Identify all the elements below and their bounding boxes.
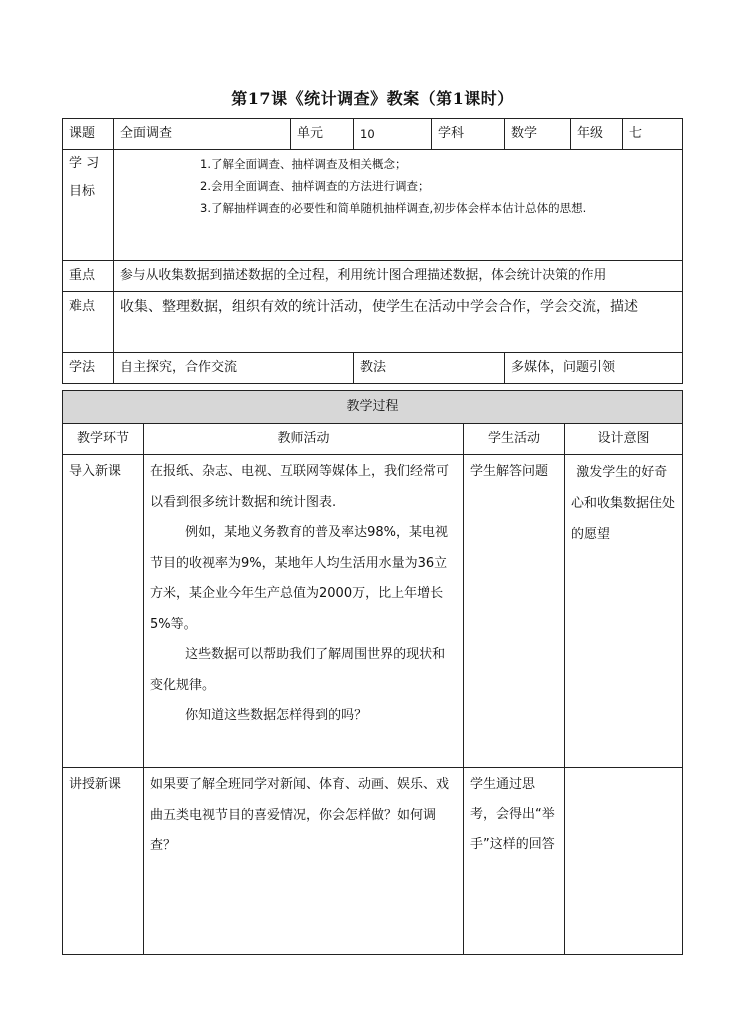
topic-value: 全面调查 [114, 119, 291, 150]
objective-item: 1.了解全面调查、抽样调查及相关概念； [200, 157, 407, 171]
design-intent-cell: 激发学生的好奇心和收集数据住处的愿望 [565, 455, 683, 768]
difficulties-text: 收集、整理数据，组织有效的统计活动，使学生在活动中学会合作，学会交流，描述 [114, 292, 683, 353]
design-intent-cell [565, 768, 683, 955]
objective-item: 3.了解抽样调查的必要性和简单随机抽样调查,初步体会样本估计总体的思想. [200, 201, 587, 215]
topic-label: 课题 [63, 119, 114, 150]
header-teacher: 教师活动 [144, 424, 464, 455]
teacher-paragraph: 你知道这些数据怎样得到的吗？ [185, 708, 368, 723]
teacher-paragraph: 这些数据可以帮助我们了解周围世界的现状和变化规律。 [150, 647, 446, 693]
process-title-row [63, 391, 683, 424]
teaching-method-label: 教法 [354, 353, 505, 384]
header-student: 学生活动 [464, 424, 565, 455]
student-activity-cell: 学生通过思考，会得出“举手”这样的回答 [464, 768, 565, 955]
process-header-row [63, 424, 683, 455]
teacher-paragraph: 例如，某地义务教育的普及率达98%，某电视节目的收视率为9%，某地年人均生活用水量为36立方米，某企业今年生产总值为2000万，比上年增长5%等。 [150, 525, 448, 632]
teacher-paragraph: 在报纸、杂志、电视、互联网等媒体上，我们经常可以看到很多统计数据和统计图表. [150, 464, 450, 510]
student-activity-cell: 学生解答问题 [464, 455, 565, 768]
methods-row [63, 353, 683, 384]
objective-item: 2.会用全面调查、抽样调查的方法进行调查； [200, 179, 430, 193]
key-points-text: 参与从收集数据到描述数据的全过程，利用统计图合理描述数据，体会统计决策的作用 [114, 261, 683, 292]
process-title: 教学过程 [63, 391, 683, 424]
process-row-new-lesson [63, 768, 683, 955]
teaching-method-value: 多媒体，问题引领 [505, 353, 683, 384]
objectives-label-line2: 目标 [69, 184, 96, 199]
header-intent: 设计意图 [565, 424, 683, 455]
key-points-label: 重点 [63, 261, 114, 292]
process-row-intro [63, 455, 683, 768]
teacher-paragraph: 如果要了解全班同学对新闻、体育、动画、娱乐、戏曲五类电视节目的喜爱情况，你会怎样做？如何调查？ [150, 777, 450, 853]
difficulties-label: 难点 [63, 292, 114, 353]
teaching-process-table [62, 390, 683, 955]
header-stage: 教学环节 [63, 424, 144, 455]
stage-cell: 导入新课 [63, 455, 144, 768]
unit-label: 单元 [291, 119, 354, 150]
objectives-row [63, 150, 683, 261]
difficulties-row [63, 292, 683, 353]
info-row [63, 119, 683, 150]
objectives-content [114, 150, 683, 261]
key-points-row [63, 261, 683, 292]
objectives-label [63, 150, 114, 261]
subject-label: 学科 [432, 119, 505, 150]
unit-value: 10 [354, 119, 432, 150]
lesson-info-table [62, 118, 683, 384]
learning-method-value: 自主探究，合作交流 [114, 353, 354, 384]
grade-label: 年级 [571, 119, 623, 150]
page-title: 第17课《统计调查》教案（第1课时） [231, 89, 514, 108]
stage-cell: 讲授新课 [63, 768, 144, 955]
learning-method-label: 学法 [63, 353, 114, 384]
subject-value: 数学 [505, 119, 571, 150]
teacher-activity-cell [144, 455, 464, 768]
grade-value: 七 [623, 119, 683, 150]
teacher-activity-cell [144, 768, 464, 955]
objectives-label-line1: 学 习 [69, 156, 100, 171]
